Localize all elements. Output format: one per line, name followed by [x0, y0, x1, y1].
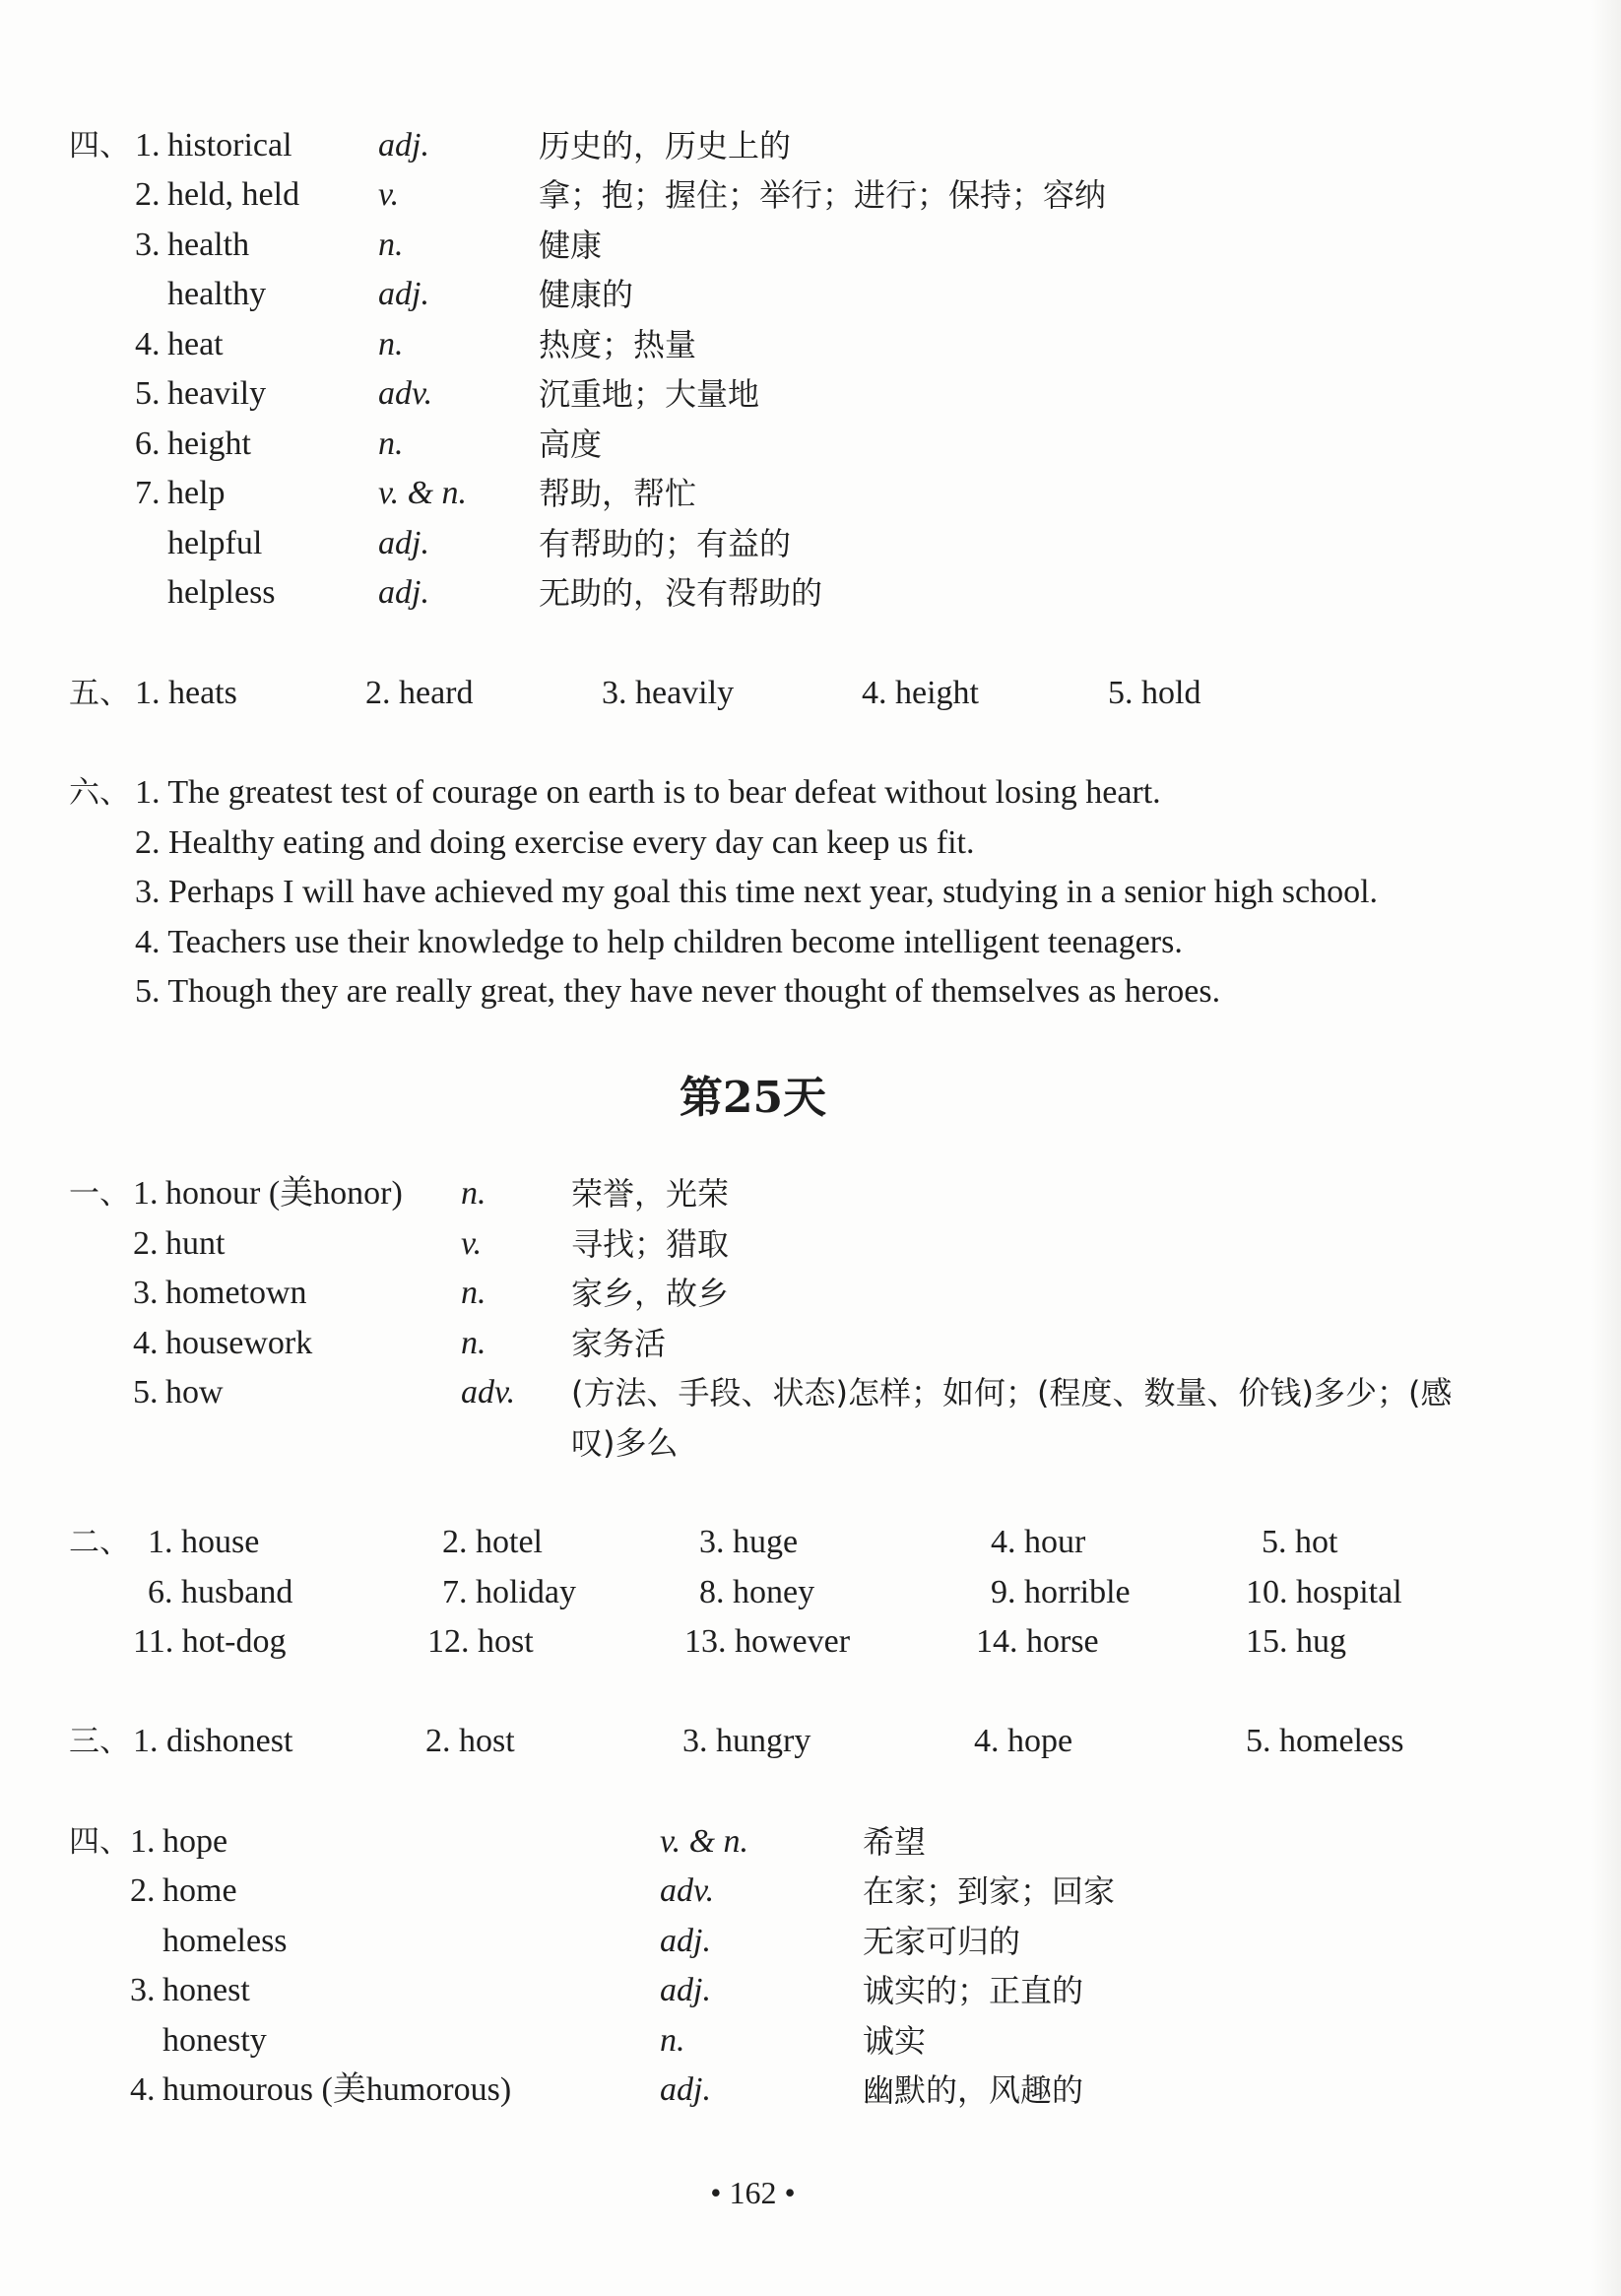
section-marker: 五、 [69, 676, 130, 711]
section-marker: 三、 [69, 1724, 130, 1759]
sentence: 3. Perhaps I will have achieved my goal this time next year, studying in a senior high school. [135, 874, 1379, 910]
entry-word: honour (美honor) [165, 1175, 403, 1212]
entry-number: 4. [135, 326, 161, 362]
entry-word: how [165, 1374, 224, 1410]
entry-pos: v. [461, 1225, 483, 1262]
entry-meaning: 健康的 [539, 276, 634, 313]
entry-word: height [167, 426, 251, 462]
entry-meaning: 家乡，故乡 [571, 1275, 730, 1312]
entry-pos: n. [378, 326, 404, 362]
entry-meaning: 拿；抱；握住；举行；进行；保持；容纳 [539, 176, 1107, 214]
answer-item: 2. heard [365, 675, 474, 711]
entry-meaning: 家务活 [571, 1325, 667, 1362]
answer-item: 3. hungry [682, 1723, 811, 1759]
entry-number: 6. [135, 426, 161, 462]
entry-meaning: 高度 [539, 426, 603, 463]
answer-item: 3. heavily [602, 675, 735, 711]
entry-pos: adv. [660, 1872, 715, 1909]
entry-meaning-continued: 叹)多么 [571, 1424, 679, 1462]
answer-item: 9. horrible [991, 1574, 1131, 1610]
entry-word: historical [167, 127, 292, 164]
entry-pos: adv. [461, 1374, 516, 1410]
entry-word: helpful [167, 525, 263, 561]
entry-pos: n. [378, 426, 404, 462]
entry-number: 7. [135, 475, 161, 511]
entry-meaning: 荣誉，光荣 [571, 1175, 730, 1213]
entry-word: heat [167, 326, 224, 362]
entry-number: 1. [133, 1175, 159, 1212]
entry-word: home [162, 1872, 237, 1909]
entry-number: 4. [130, 2071, 156, 2108]
answer-item: 10. hospital [1246, 1574, 1402, 1610]
sentence: 4. Teachers use their knowledge to help children become intelligent teenagers. [135, 924, 1183, 960]
answer-item: 14. horse [976, 1623, 1099, 1660]
entry-number: 4. [133, 1325, 159, 1361]
entry-pos: adj. [378, 276, 429, 312]
entry-meaning: 有帮助的；有益的 [539, 525, 792, 562]
entry-meaning: 健康 [539, 227, 603, 264]
sentence: 5. Though they are really great, they have never thought of themselves as heroes. [135, 973, 1221, 1010]
entry-number: 5. [133, 1374, 159, 1410]
section-marker: 二、 [69, 1525, 130, 1560]
entry-number: 3. [133, 1275, 159, 1311]
entry-word: housework [165, 1325, 313, 1361]
section-marker: 一、 [69, 1176, 130, 1212]
entry-word: healthy [167, 276, 267, 312]
entry-word: heavily [167, 375, 267, 412]
entry-word: helpless [167, 574, 276, 611]
section-marker: 四、 [69, 128, 130, 164]
entry-number: 2. [130, 1872, 156, 1909]
entry-pos: n. [461, 1275, 486, 1311]
entry-meaning: (方法、手段、状态)怎样；如何；(程度、数量、价钱)多少；(感 [571, 1374, 1453, 1411]
answer-item: 4. hope [974, 1723, 1073, 1759]
entry-meaning: 寻找；猎取 [571, 1225, 730, 1263]
answer-item: 11. hot-dog [133, 1623, 287, 1660]
day-heading: 第25天 [679, 1073, 827, 1123]
entry-number: 5. [135, 375, 161, 412]
page-number: • 162 • [710, 2175, 796, 2210]
entry-pos: adj. [378, 574, 429, 611]
answer-item: 4. hour [991, 1524, 1086, 1560]
entry-pos: adj. [378, 525, 429, 561]
entry-pos: v. & n. [378, 475, 468, 511]
entry-meaning: 幽默的，风趣的 [863, 2071, 1084, 2109]
entry-word: humourous (美humorous) [162, 2071, 512, 2108]
entry-pos: adj. [660, 1972, 711, 2008]
entry-meaning: 无助的，没有帮助的 [539, 574, 823, 612]
answer-item: 8. honey [699, 1574, 815, 1610]
answer-item: 1. dishonest [133, 1723, 293, 1759]
answer-item: 1. heats [135, 675, 237, 711]
entry-meaning: 诚实 [863, 2022, 927, 2060]
answer-item: 7. holiday [442, 1574, 576, 1610]
entry-number: 2. [135, 176, 161, 213]
entry-word: honesty [162, 2022, 267, 2059]
answer-item: 3. huge [699, 1524, 799, 1560]
entry-pos: v. [378, 176, 400, 213]
entry-pos: n. [461, 1325, 486, 1361]
answer-item: 6. husband [148, 1574, 293, 1610]
entry-word: honest [162, 1972, 250, 2008]
entry-word: hope [162, 1823, 228, 1860]
entry-pos: adj. [660, 1923, 711, 1959]
entry-meaning: 帮助，帮忙 [539, 475, 697, 512]
answer-item: 15. hug [1246, 1623, 1346, 1660]
sentence: 2. Healthy eating and doing exercise every day can keep us fit. [135, 824, 975, 861]
entry-number: 3. [130, 1972, 156, 2008]
entry-word: hunt [165, 1225, 226, 1262]
answer-item: 2. hotel [442, 1524, 543, 1560]
answer-item: 12. host [427, 1623, 534, 1660]
answer-item: 2. host [425, 1723, 515, 1759]
entry-word: held, held [167, 176, 300, 213]
sentence: 1. The greatest test of courage on earth is to bear defeat without losing heart. [135, 774, 1161, 811]
answer-item: 5. hot [1262, 1524, 1338, 1560]
entry-number: 1. [135, 127, 161, 164]
entry-word: health [167, 227, 250, 263]
section-marker: 四、 [69, 1824, 130, 1860]
section-marker: 六、 [69, 775, 130, 811]
entry-word: help [167, 475, 226, 511]
entry-meaning: 诚实的；正直的 [863, 1972, 1084, 2009]
entry-pos: adv. [378, 375, 433, 412]
entry-meaning: 希望 [863, 1823, 927, 1861]
answer-item: 13. however [684, 1623, 851, 1660]
answer-item: 5. hold [1108, 675, 1201, 711]
entry-meaning: 热度；热量 [539, 326, 697, 363]
entry-meaning: 沉重地；大量地 [539, 375, 760, 413]
entry-pos: v. & n. [660, 1823, 749, 1860]
entry-meaning: 在家；到家；回家 [863, 1872, 1116, 1910]
entry-word: homeless [162, 1923, 288, 1959]
entry-number: 2. [133, 1225, 159, 1262]
entry-pos: n. [461, 1175, 486, 1212]
page-edge-shadow [1591, 0, 1621, 2296]
entry-word: hometown [165, 1275, 307, 1311]
answer-item: 5. homeless [1246, 1723, 1404, 1759]
entry-meaning: 无家可归的 [863, 1923, 1021, 1960]
entry-pos: n. [378, 227, 404, 263]
entry-pos: n. [660, 2022, 685, 2059]
answer-item: 4. height [862, 675, 979, 711]
entry-meaning: 历史的，历史上的 [539, 127, 792, 164]
entry-pos: adj. [660, 2071, 711, 2108]
entry-pos: adj. [378, 127, 429, 164]
answer-item: 1. house [148, 1524, 260, 1560]
entry-number: 1. [130, 1823, 156, 1860]
entry-number: 3. [135, 227, 161, 263]
